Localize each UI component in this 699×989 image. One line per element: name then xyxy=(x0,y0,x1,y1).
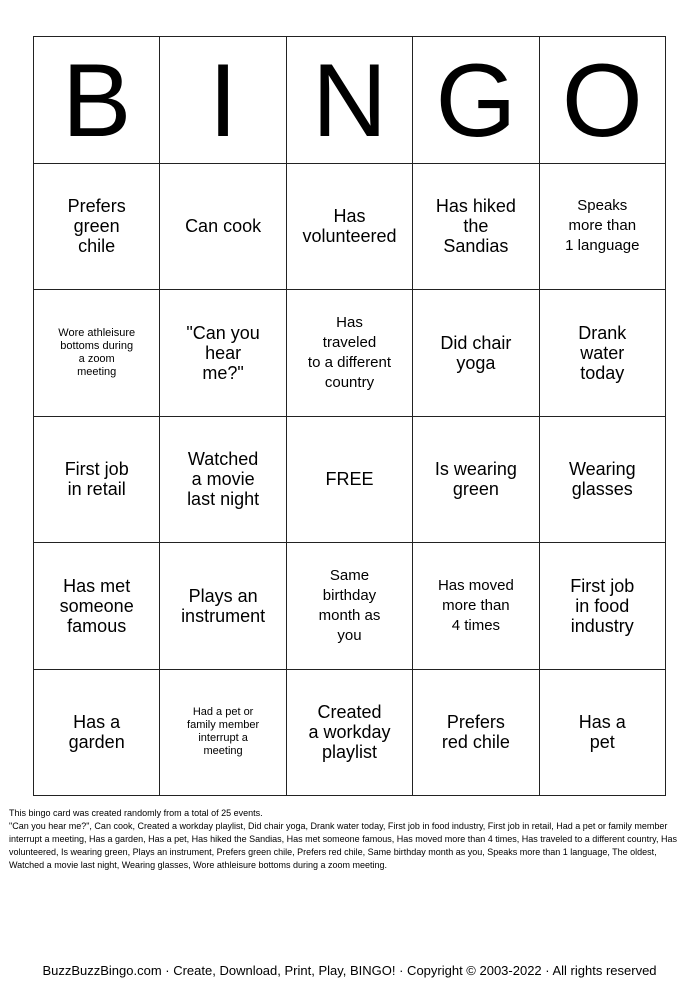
bingo-cell[interactable] xyxy=(413,543,539,670)
bingo-cell[interactable] xyxy=(34,670,160,797)
bingo-cell[interactable] xyxy=(160,290,286,417)
bingo-cell-text: Has moved more than 4 times xyxy=(437,576,514,634)
bingo-cell[interactable] xyxy=(540,290,666,417)
card-description-intro: This bingo card was created randomly from a total of 25 events. xyxy=(9,808,263,818)
bingo-cell-text: Same birthday month as you xyxy=(318,566,381,644)
bingo-cell-text: Has volunteered xyxy=(302,206,397,247)
bingo-cell[interactable] xyxy=(413,164,539,291)
header-letter-i: I xyxy=(160,37,286,164)
bingo-cell-text: Speaks more than 1 language xyxy=(565,197,640,255)
bingo-cell-text: Plays an instrument xyxy=(181,585,266,626)
header-letter-g: G xyxy=(413,37,539,164)
bingo-cell-text: Created a workday playlist xyxy=(308,702,391,763)
free-space-cell[interactable] xyxy=(287,417,413,544)
bingo-cell[interactable] xyxy=(160,164,286,291)
bingo-cell[interactable] xyxy=(160,417,286,544)
bingo-cell[interactable] xyxy=(413,417,539,544)
bingo-cell-text: Wore athleisure bottoms during a zoom meeting xyxy=(58,326,136,378)
site-footer xyxy=(0,962,699,980)
bingo-cell-text: Prefers red chile xyxy=(441,712,510,753)
bingo-cell[interactable] xyxy=(160,543,286,670)
bingo-cell[interactable] xyxy=(287,670,413,797)
bingo-cell-text: First job in food industry xyxy=(570,575,635,636)
bingo-cell[interactable] xyxy=(287,290,413,417)
header-letter-n: N xyxy=(287,37,413,164)
bingo-cell[interactable] xyxy=(34,417,160,544)
bingo-cell[interactable] xyxy=(413,670,539,797)
bingo-cell-text: Prefers green chile xyxy=(67,196,126,257)
bingo-cell[interactable] xyxy=(287,164,413,291)
bingo-card xyxy=(33,36,666,796)
bingo-cell-text: Had a pet or family member interrupt a meeting xyxy=(187,706,260,758)
bingo-cell[interactable] xyxy=(34,164,160,291)
header-letter-b: B xyxy=(34,37,160,164)
bingo-cell[interactable] xyxy=(34,290,160,417)
card-description xyxy=(9,807,691,872)
bingo-cell[interactable] xyxy=(540,164,666,291)
bingo-cell-text: Did chair yoga xyxy=(440,332,512,373)
bingo-cell[interactable] xyxy=(160,670,286,797)
bingo-cell-text: Is wearing green xyxy=(434,459,517,500)
bingo-cell[interactable] xyxy=(413,290,539,417)
header-letter-o: O xyxy=(540,37,666,164)
bingo-cell-text: Can cook xyxy=(185,216,262,237)
bingo-cell[interactable] xyxy=(540,543,666,670)
bingo-cell-text: Has hiked the Sandias xyxy=(435,196,516,257)
bingo-cell[interactable] xyxy=(540,670,666,797)
bingo-cell[interactable] xyxy=(540,417,666,544)
bingo-cell-text: Has a pet xyxy=(578,712,626,753)
bingo-cell-text: Watched a movie last night xyxy=(187,449,260,510)
bingo-cell-text: First job in retail xyxy=(64,459,129,500)
bingo-cell[interactable] xyxy=(34,543,160,670)
bingo-cell-text: Has traveled to a different country xyxy=(307,313,392,391)
footer-text: BuzzBuzzBingo.com · Create, Download, Print, Play, BINGO! · Copyright © 2003-2022 · All rights reserved xyxy=(42,963,657,978)
bingo-cell-text: Drank water today xyxy=(578,322,627,383)
free-space-text: FREE xyxy=(325,469,374,490)
bingo-cell[interactable] xyxy=(287,543,413,670)
card-event-list: "Can you hear me?", Can cook, Created a workday playlist, Did chair yoga, Drank water today, First job in food industry, First job in retail, Had a pet or family member interrupt a meeting, Has a garden, Has a pet, Has hiked the Sandias, Has met someone famous, Has moved more than 4 times, Has traveled to a different country, Has volunteered, Is wearing green, Plays an instrument, Prefers green chile, Prefers red chile, Same birthday month as you, Speaks more than 1 language, The oldest, Watched a movie last night, Wearing glasses, Wore athleisure bottoms during a zoom meeting. xyxy=(9,821,678,870)
bingo-cell-text: Has a garden xyxy=(68,712,125,753)
bingo-cell-text: "Can you hear me?" xyxy=(186,322,260,383)
bingo-cell-text: Wearing glasses xyxy=(568,459,636,500)
bingo-cell-text: Has met someone famous xyxy=(59,575,134,636)
